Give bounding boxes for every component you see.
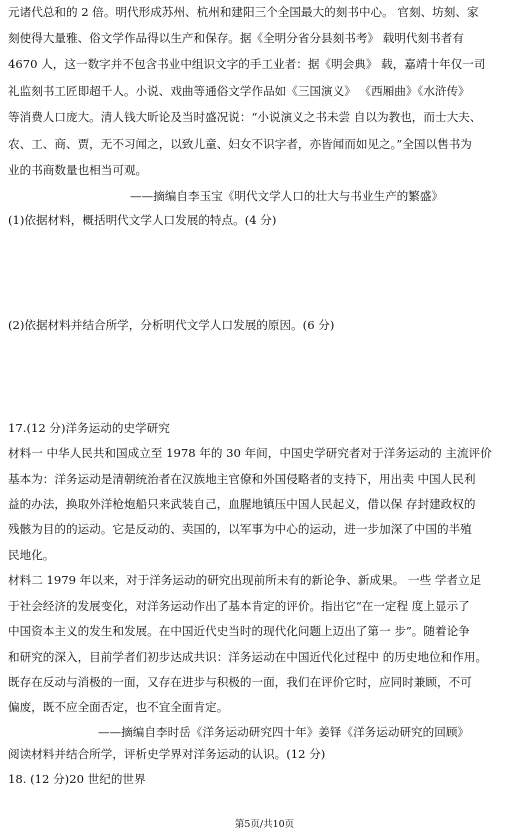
material-source: ——摘编自李时岳《洋务运动研究四十年》姜铎《洋务运动研究的回顾》 <box>98 725 470 739</box>
passage-line: 4670 人，这一数字并不包含书业中组识文字的手工业者：据《明会典》 载，嘉靖十年仅一司 <box>8 57 486 71</box>
material-2-line: 中国资本主义的发生和发展。在中国近代史当时的现代化问题上迈出了第一 步”。随着论争 <box>8 624 470 638</box>
question-17-prompt: 阅读材料并结合所学，评析史学界对洋务运动的认识。(12 分) <box>8 747 326 761</box>
question-2: (2)依据材料并结合所学，分析明代文学人口发展的原因。(6 分) <box>8 318 335 332</box>
material-1-line: 材料一 中华人民共和国成立至 1978 年的 30 年间，中国史学研究者对于洋务运动的 主流评价 <box>8 446 492 460</box>
material-1-line: 基本为：洋务运动是清朝统治者在汉族地主官僚和外国侵略者的支持下，用出卖 中国人民利 <box>8 472 476 486</box>
passage-line: 等消费人口庞大。清人钱大昕论及当时盛况说：“小说演义之书未尝 自以为教也，而士大夫、 <box>8 110 482 124</box>
question-1: (1)依据材料，概括明代文学人口发展的特点。(4 分) <box>8 213 277 227</box>
question-18-title: 18. (12 分)20 世纪的世界 <box>8 772 146 786</box>
material-1-line: 残骸为目的的运动。它是反动的、卖国的，以军事为中心的运动，进一步加深了中国的半殖 <box>8 522 472 536</box>
passage-line: 刻使得大量雅、俗文学作品得以生产和保存。据《全明分省分县刻书考》 载明代刻书者有 <box>8 31 464 45</box>
page-footer: 第5页/共10页 <box>234 819 295 830</box>
material-1-line: 民地化。 <box>8 548 55 562</box>
passage-line: 农、工、商、贾，无不习闻之，以致儿童、妇女不识字者，亦皆闻而如见之。”全国以售书为 <box>8 137 472 151</box>
material-2-line: 偏废，既不应全面否定，也不宜全面肯定。 <box>8 700 229 714</box>
material-1-line: 益的办法，换取外洋枪炮船只来武装自己，血腥地镇压中国人民起义，借以保 存封建政权的 <box>8 497 476 511</box>
passage-line: 礼监刻书工匠即超千人。小说、戏曲等通俗文学作品如《三国演义》 《西厢曲》《水浒传》 <box>8 84 470 98</box>
passage-source: ——摘编自李玉宝《明代文学人口的壮大与书业生产的繁盛》 <box>130 189 444 203</box>
passage-line: 业的书商数量也相当可观。 <box>8 163 148 177</box>
material-2-line: 材料二 1979 年以来，对于洋务运动的研究出现前所未有的新论争、新成果。 一些 学者立足 <box>8 573 482 587</box>
passage-line: 元诸代总和的 2 倍。明代形成苏州、杭州和建阳三个全国最大的刻书中心。 官刻、坊刻、家 <box>8 5 479 19</box>
material-2-line: 于社会经济的发展变化，对洋务运动作出了基本肯定的评价。指出它“在一定程 度上显示了 <box>8 599 470 613</box>
question-17-title: 17.(12 分)洋务运动的史学研究 <box>8 421 170 435</box>
material-2-line: 既存在反动与消极的一面，又存在进步与积极的一面，我们在评价它时，应同时兼顾，不可 <box>8 675 472 689</box>
material-2-line: 和研究的深入，目前学者们初步达成共识：洋务运动在中国近代化过程中 的历史地位和作用。 <box>8 650 488 664</box>
